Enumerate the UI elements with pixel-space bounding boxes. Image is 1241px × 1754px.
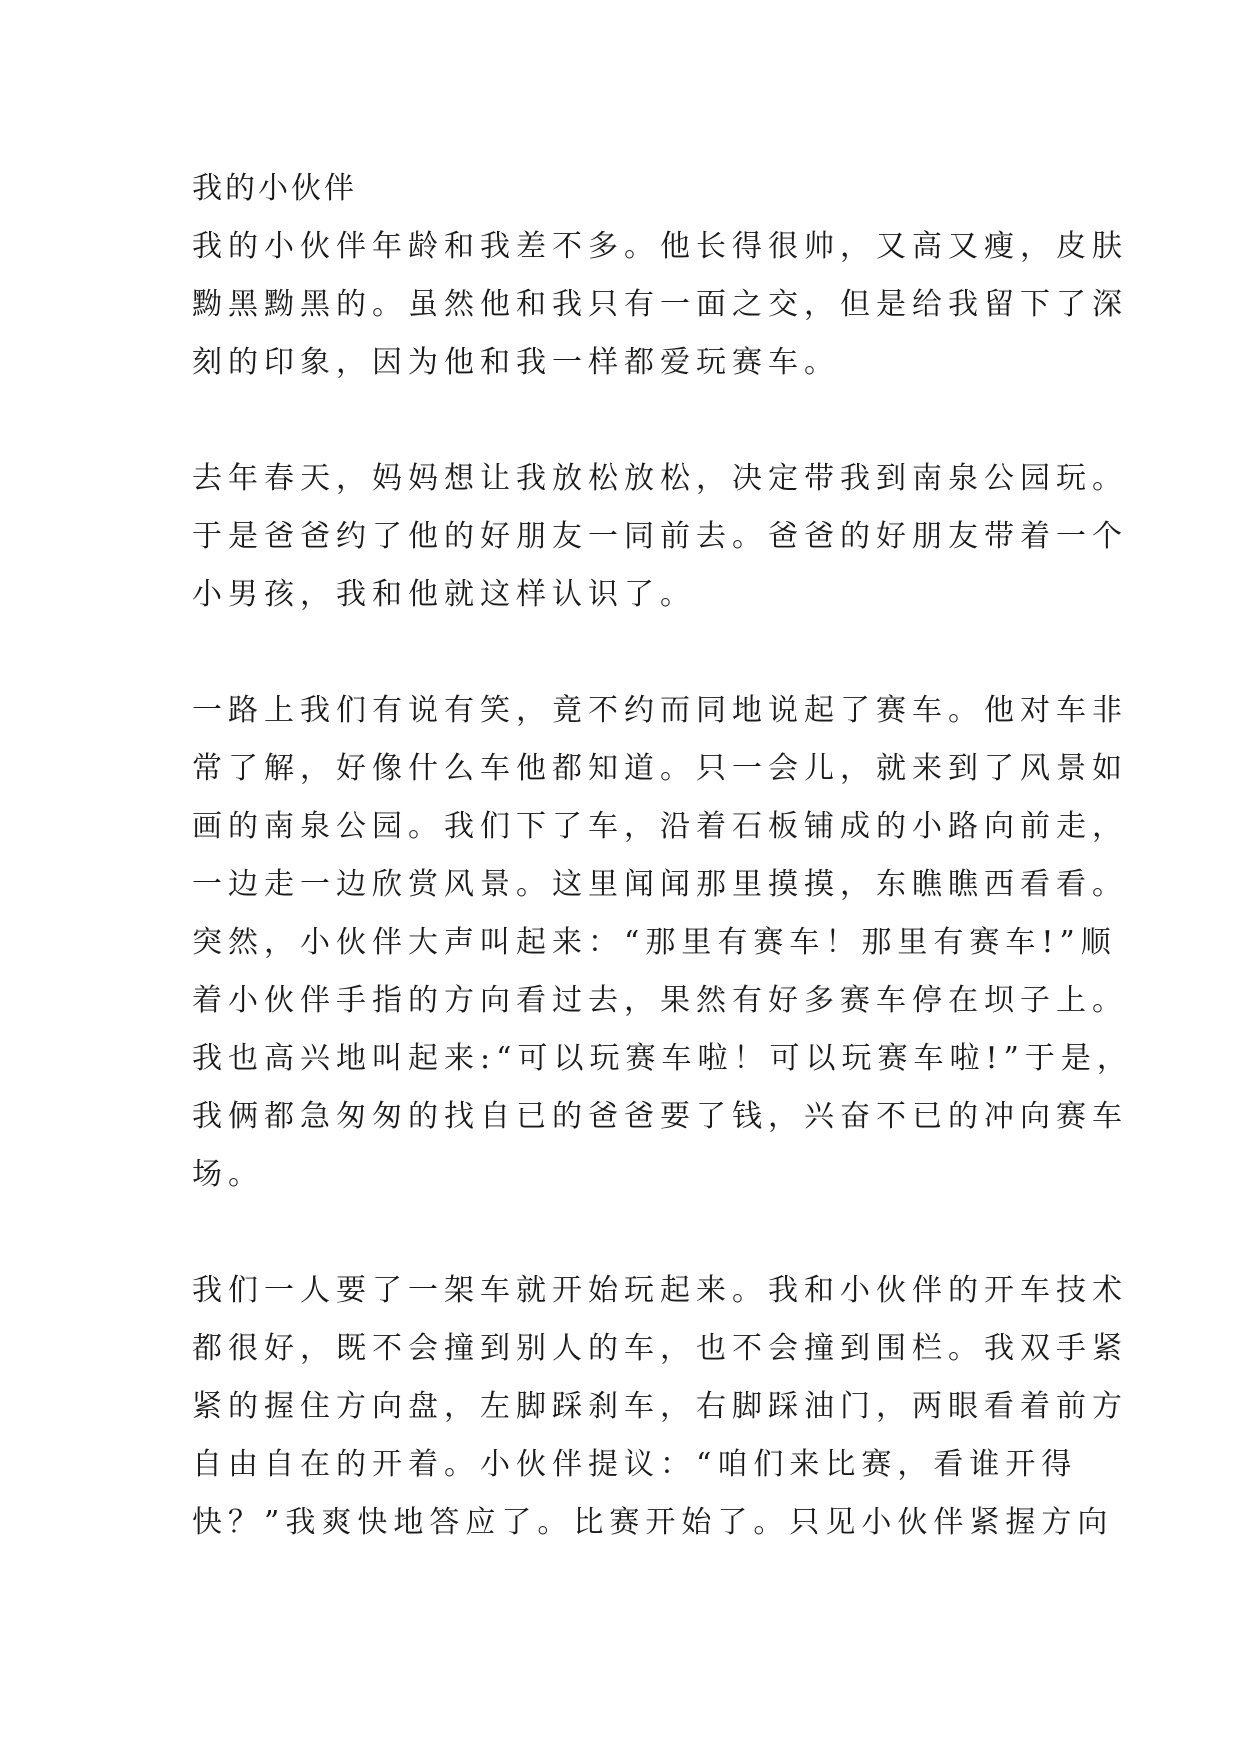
paragraph-line: 场。 — [192, 1157, 264, 1192]
paragraph-line: 紧的握住方向盘，左脚踩刹车，右脚踩油门，两眼看着前方 — [192, 1389, 1128, 1424]
paragraph-line: 我的小伙伴年龄和我差不多。他长得很帅，又高又瘦，皮肤 — [192, 229, 1128, 264]
paragraph-line: 刻的印象，因为他和我一样都爱玩赛车。 — [192, 345, 840, 380]
paragraph-line: 突然，小伙伴大声叫起来：“那里有赛车！那里有赛车!”顺 — [192, 925, 1117, 960]
paragraph-line: 自由自在的开着。小伙伴提议：“咱们来比赛，看谁开得 — [192, 1447, 1078, 1482]
paragraph-line: 小男孩，我和他就这样认识了。 — [192, 577, 696, 612]
paragraph-line: 一路上我们有说有笑，竟不约而同地说起了赛车。他对车非 — [192, 693, 1128, 728]
paragraph-line: 黝黑黝黑的。虽然他和我只有一面之交，但是给我留下了深 — [192, 287, 1128, 322]
paragraph-line: 我俩都急匆匆的找自已的爸爸要了钱，兴奋不已的冲向赛车 — [192, 1099, 1128, 1134]
paragraph-3 — [192, 682, 1133, 1204]
paragraph-line: 画的南泉公园。我们下了车，沿着石板铺成的小路向前走， — [192, 809, 1128, 844]
paragraph-line: 常了解，好像什么车他都知道。只一会儿，就来到了风景如 — [192, 751, 1128, 786]
document-page — [192, 160, 1133, 1610]
paragraph-1 — [192, 218, 1128, 392]
paragraph-2 — [192, 450, 1128, 624]
paragraph-line: 着小伙伴手指的方向看过去，果然有好多赛车停在坝子上。 — [192, 983, 1128, 1018]
document-title: 我的小伙伴 — [192, 171, 357, 206]
paragraph-line: 我们一人要了一架车就开始玩起来。我和小伙伴的开车技术 — [192, 1273, 1128, 1308]
paragraph-line: 快？”我爽快地答应了。比赛开始了。只见小伙伴紧握方向 — [192, 1505, 1114, 1540]
paragraph-4 — [192, 1262, 1128, 1552]
paragraph-line: 都很好，既不会撞到别人的车，也不会撞到围栏。我双手紧 — [192, 1331, 1128, 1366]
paragraph-line: 我也高兴地叫起来:“可以玩赛车啦！可以玩赛车啦!”于是， — [192, 1041, 1133, 1076]
paragraph-line: 去年春天，妈妈想让我放松放松，决定带我到南泉公园玩。 — [192, 461, 1128, 496]
paragraph-line: 一边走一边欣赏风景。这里闻闻那里摸摸，东瞧瞧西看看。 — [192, 867, 1128, 902]
paragraph-line: 于是爸爸约了他的好朋友一同前去。爸爸的好朋友带着一个 — [192, 519, 1128, 554]
